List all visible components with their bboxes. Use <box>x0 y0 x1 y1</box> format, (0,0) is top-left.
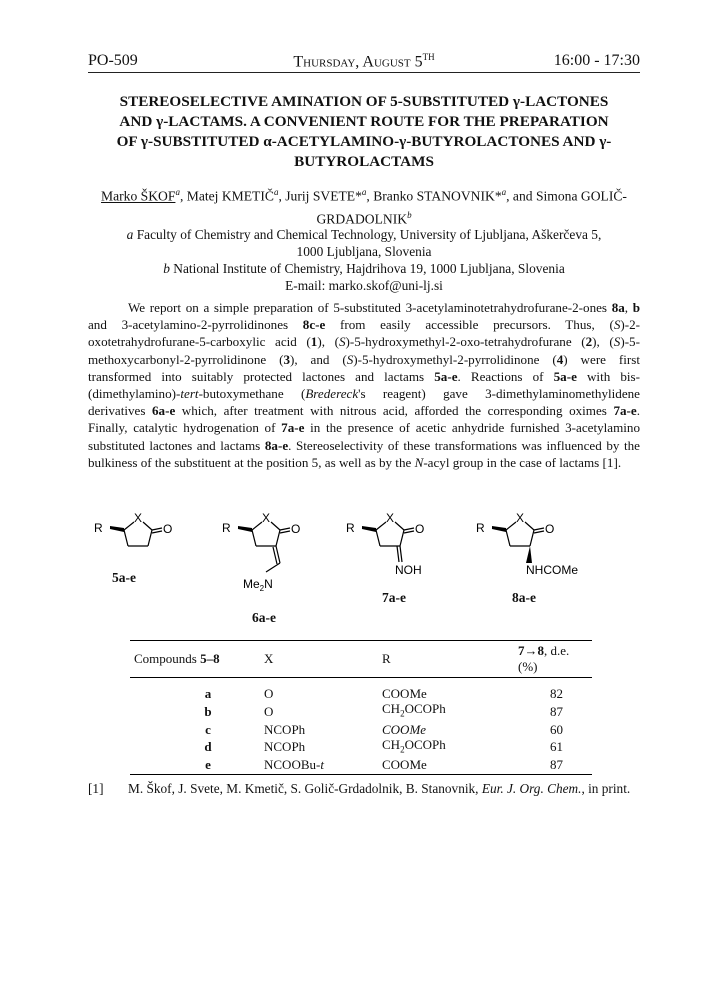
text: ) were first transformed into suitably protected lactones and lactams <box>88 351 640 384</box>
cell-de: 87 <box>514 757 592 775</box>
cell-r <box>378 737 514 758</box>
text: and 3-acetylamino-2-pyrrolidinones <box>88 317 303 333</box>
atom-label: O <box>415 522 425 536</box>
compound-ref: 7a-e <box>613 403 637 419</box>
italic: S <box>613 334 621 350</box>
compound-ref: 3 <box>283 351 290 367</box>
atom-label: X <box>516 511 525 525</box>
page-header <box>88 50 640 73</box>
author-sep: , <box>179 188 187 204</box>
bond <box>124 522 134 530</box>
compound-ref: 4 <box>556 351 564 367</box>
cell-id <box>130 737 260 758</box>
affil-letter: a <box>126 227 134 242</box>
compound-label: 7a-e <box>382 590 406 605</box>
author-presenting: Marko ŠKOF <box>101 188 176 204</box>
atom-label: X <box>386 511 395 525</box>
cell-id <box>130 678 260 702</box>
bond <box>124 530 128 546</box>
text: -butoxymethane ( <box>198 386 306 402</box>
table-row <box>130 678 592 702</box>
header-text: , d.e. (%) <box>518 643 570 674</box>
wedge-bond <box>526 546 532 563</box>
compound-ref: 6a-e <box>151 403 176 419</box>
author-sup: a <box>361 187 367 197</box>
bond <box>397 546 399 562</box>
compound-ref: 1 <box>310 334 318 350</box>
compound-id: c <box>205 721 211 737</box>
reference-tail: , in print. <box>581 781 631 796</box>
bond <box>143 522 152 530</box>
title-line: STEREOSELECTIVE AMINATION OF 5-SUBSTITUTED γ-LACTONES <box>119 93 609 110</box>
bond <box>280 531 290 533</box>
bond <box>152 528 162 530</box>
reference-item <box>88 778 640 799</box>
title-line: BUTYROLACTAMS <box>294 153 434 170</box>
cell-de: 60 <box>550 721 563 737</box>
r-text: CH <box>382 701 401 716</box>
col-r: R <box>378 641 514 678</box>
col-x: X <box>260 641 378 678</box>
atom-label: NOH <box>395 563 422 577</box>
author-sup: b <box>407 209 412 220</box>
text: which, after treatment with nitrous acid, afforded the corresponding oximes <box>175 403 614 419</box>
author: GRDADOLNIK <box>316 211 408 227</box>
author: Simona GOLIČ- <box>535 188 627 204</box>
r-text: OCOPh <box>404 736 446 752</box>
author-sup: a <box>273 187 279 197</box>
text: from easily accessible precursors. Thus, ( <box>325 317 614 333</box>
table-row <box>130 757 592 775</box>
results-table <box>130 640 592 775</box>
header-bold: 7 <box>518 643 525 658</box>
bond <box>404 528 414 530</box>
header-bold: 5–8 <box>200 651 220 666</box>
col-compounds <box>130 641 260 678</box>
atom-label: O <box>163 522 173 536</box>
italic: S <box>613 317 621 333</box>
table-header-row <box>130 641 592 678</box>
bond <box>252 530 256 546</box>
cell-r: COOMe <box>382 686 427 701</box>
compound-ref: 2 <box>585 334 593 350</box>
author-sup: a <box>501 187 507 197</box>
bond <box>252 522 262 530</box>
reference-text <box>128 778 640 799</box>
bond <box>376 522 386 530</box>
text: -acyl group in the case of lactams [1]. <box>423 454 622 470</box>
title-line: OF γ-SUBSTITUTED α-ACETYLAMINO-γ-BUTYROLACTONES AND γ- <box>116 133 612 150</box>
text: )-5-methoxycarbonyl-2-pyrrolidinone ( <box>88 334 640 367</box>
cell-x: NCOPh <box>264 721 306 737</box>
header-text: Compounds <box>134 651 201 666</box>
cell-id <box>130 701 260 722</box>
affil-line: 1000 Ljubljana, Slovenia <box>296 244 432 259</box>
compound-id: d <box>204 739 212 755</box>
italic: Bredereck <box>305 386 359 402</box>
author-list <box>88 183 640 228</box>
bond <box>530 530 534 546</box>
abstract <box>88 299 640 471</box>
x-text: NCOOBu- <box>264 757 321 773</box>
italic: S <box>338 334 346 350</box>
affiliations <box>88 226 640 294</box>
atom-label: R <box>346 521 355 535</box>
atom-label-part: Me <box>243 577 260 591</box>
wedge-bond <box>110 526 124 532</box>
italic: N <box>414 454 424 470</box>
cell-x: O <box>264 686 274 701</box>
compound-id: e <box>205 757 211 773</box>
atom-label: R <box>94 521 103 535</box>
affil-letter: b <box>163 261 170 276</box>
bond <box>266 563 280 572</box>
reference-authors: M. Škof, J. Svete, M. Kmetič, S. Golič-Grdadolnik, B. Stanovnik, <box>128 781 482 796</box>
bond <box>506 522 516 530</box>
bond <box>400 530 404 546</box>
cell-id <box>130 722 260 737</box>
compound-ref: 8a <box>611 300 625 315</box>
text: . Reactions of <box>457 368 554 384</box>
atom-label-sub: 2 <box>259 584 265 593</box>
bond <box>400 546 402 562</box>
x-italic: t <box>320 757 324 773</box>
atom-label: X <box>134 511 143 525</box>
r-text: CH <box>382 736 401 752</box>
bond <box>395 522 404 530</box>
italic: S <box>346 351 354 367</box>
affil-line: National Institute of Chemistry, Hajdrihova 19, 1000 Ljubljana, Slovenia <box>173 261 565 276</box>
bond <box>271 522 280 530</box>
affil-line: Faculty of Chemistry and Chemical Technology, University of Ljubljana, Aškerčeva 5, <box>136 227 602 242</box>
structures-svg <box>88 508 640 632</box>
bond <box>152 531 162 533</box>
wedge-bond <box>238 526 252 532</box>
atom-label: NHCOMe <box>526 563 579 577</box>
header-text: → <box>524 643 538 658</box>
cell-x: O <box>264 703 274 719</box>
author: Jurij SVETE* <box>285 188 362 204</box>
compound-id: a <box>204 686 212 701</box>
cell-x <box>260 757 378 775</box>
compound-ref: 8c-e <box>302 317 326 333</box>
text: , <box>624 300 633 315</box>
text: )-2-oxotetrahydrofurane-5-carboxylic acid ( <box>88 317 640 350</box>
session-date-text: Thursday, August 5 <box>293 53 423 71</box>
compound-ref: 7a-e <box>281 420 305 436</box>
atom-label <box>243 577 273 593</box>
wedge-bond <box>492 526 506 532</box>
cell-r: COOMe <box>382 721 427 737</box>
text: in the presence of acetic anhydride furnished 3-acetylamino substituted lactones and lactams <box>88 420 640 453</box>
bond <box>148 530 152 546</box>
session-date-sup: TH <box>422 52 435 62</box>
text: . Finally, catalytic hydrogenation of <box>88 403 640 436</box>
poster-id: PO-509 <box>88 52 138 69</box>
cell-x: NCOPh <box>264 739 306 755</box>
author-sup: a <box>175 187 180 197</box>
table-row <box>130 737 592 758</box>
compound-ref: b <box>632 300 641 315</box>
r-sub: 2 <box>400 744 405 755</box>
text: with bis-(dimethylamino)- <box>88 368 640 402</box>
title-line: AND γ-LACTAMS. A CONVENIENT ROUTE FOR THE PREPARATION <box>119 113 609 130</box>
bond <box>506 530 510 546</box>
bond <box>280 528 290 530</box>
cell-de: 61 <box>550 739 563 755</box>
text: . Stereoselectivity of these transformations was influenced by the bulkiness of the substituent at the position 5, as well as by the <box>88 437 640 470</box>
atom-label-part: N <box>264 577 273 591</box>
author: Branko STANOVNIK* <box>373 188 502 204</box>
compound-label: 5a-e <box>112 570 136 585</box>
reference-number: [1] <box>88 781 104 796</box>
atom-label: O <box>291 522 301 536</box>
table-row <box>130 722 592 737</box>
author: Matej KMETIČ <box>186 188 274 204</box>
compound-ref: 5a-e <box>553 368 577 384</box>
wedge-bond <box>362 526 376 532</box>
r-text: OCOPh <box>404 701 446 716</box>
paper-title <box>88 92 640 172</box>
text: ), ( <box>317 334 339 350</box>
table-row <box>130 701 592 722</box>
reference-journal: Eur. J. Org. Chem. <box>481 781 582 796</box>
italic: tert <box>180 386 199 402</box>
bond <box>534 531 544 533</box>
header-bold: 8 <box>537 643 544 658</box>
author-sep: , <box>278 188 286 204</box>
atom-label: R <box>222 521 231 535</box>
r-sub: 2 <box>400 708 405 719</box>
author-sep: , <box>366 188 374 204</box>
cell-id <box>130 757 260 775</box>
cell-r <box>378 701 514 722</box>
compound-id: b <box>204 703 212 719</box>
structure-scheme <box>88 508 640 632</box>
col-de <box>514 641 592 678</box>
compound-label: 8a-e <box>512 590 536 605</box>
compound-label: 6a-e <box>252 610 276 625</box>
bond <box>534 528 544 530</box>
atom-label: R <box>476 521 485 535</box>
text: ), and ( <box>290 351 347 367</box>
cell-r: COOMe <box>378 757 514 775</box>
cell-de: 82 <box>550 686 563 701</box>
text: 's reagent) gave 3-dimethylaminomethylidene derivatives <box>88 386 640 419</box>
session-time: 16:00 - 17:30 <box>553 52 640 69</box>
atom-label: O <box>545 522 555 536</box>
bond <box>276 530 280 546</box>
compound-ref: 5a-e <box>434 368 458 384</box>
text: )-5-hydroxymethyl-2-pyrrolidinone ( <box>353 351 557 367</box>
contact-email: E-mail: marko.skof@uni-lj.si <box>285 278 443 293</box>
author-sep: , and <box>506 188 536 204</box>
bond <box>376 530 380 546</box>
bond <box>525 522 534 530</box>
compound-ref: 8a-e <box>264 437 289 453</box>
text: ), ( <box>592 334 614 350</box>
text: We report on a simple preparation of 5-substituted 3-acetylaminotetrahydrofurane-2-ones <box>128 300 612 315</box>
cell-de: 87 <box>550 703 563 719</box>
atom-label: X <box>262 511 271 525</box>
text: )-5-hydroxymethyl-2-oxo-tetrahydrofurane ( <box>345 334 586 350</box>
bond <box>404 531 414 533</box>
